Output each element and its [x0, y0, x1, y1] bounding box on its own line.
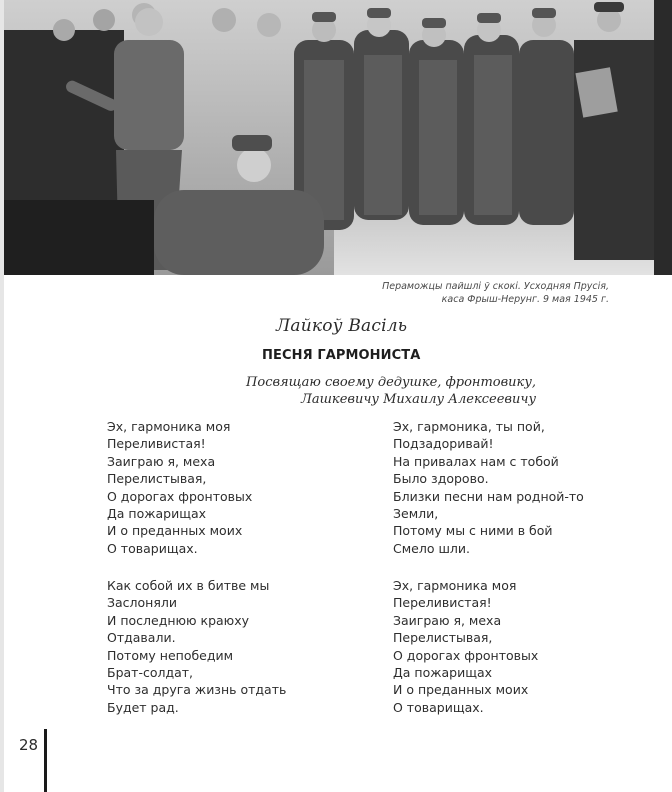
verse-line: Близки песни нам родной-то — [393, 488, 584, 504]
verse-line: Было здорово. — [393, 471, 489, 487]
verse-line: Подзадоривай! — [393, 436, 494, 452]
verse-line: Как собой их в битве мы — [107, 578, 270, 593]
photo-caption — [289, 281, 609, 306]
stanza-3 — [107, 577, 286, 716]
verse-line: Потому непобедим — [107, 647, 234, 663]
stanza-1 — [107, 418, 252, 557]
verse-line: Переливистая! — [107, 436, 206, 452]
page-number: 28 — [19, 736, 39, 754]
verse-line: Эх, гармоника, ты пой, — [393, 419, 545, 434]
verse-line: И о преданных моих — [393, 682, 529, 698]
song-title: ПЕСНЯ ГАРМОНИСТА — [262, 348, 421, 363]
photo-illustration — [4, 0, 672, 275]
verse-line: И последнюю краюху — [107, 612, 249, 628]
verse-line: Отдавали. — [107, 630, 176, 646]
caption-line: каса Фрыш-Нерунг. 9 мая 1945 г. — [441, 293, 609, 305]
verse-line: На привалах нам с тобой — [393, 453, 559, 469]
verse-line: Земли, — [393, 506, 439, 522]
verse-line: Что за друга жизнь отдать — [107, 682, 287, 698]
dedication — [206, 374, 536, 408]
dedication-line: Посвящаю своему дедушке, фронтовику, — [246, 375, 536, 390]
verse-line: Потому мы с ними в бой — [393, 523, 553, 539]
verse-line: О дорогах фронтовых — [393, 647, 539, 663]
verse-line: Эх, гармоника моя — [107, 419, 231, 434]
verse-line: Переливистая! — [393, 595, 492, 611]
verse-line: Заиграю я, меха — [393, 612, 502, 628]
verse-line: Да пожарищах — [393, 665, 493, 681]
verse-line: О дорогах фронтовых — [107, 488, 253, 504]
verse-line: О товарищах. — [107, 540, 198, 556]
verse-line: Заслоняли — [107, 595, 177, 611]
page-number-rule — [44, 729, 47, 792]
verse-line: О товарищах. — [393, 699, 484, 715]
verse-line: И о преданных моих — [107, 523, 243, 539]
verse-line: Заиграю я, меха — [107, 453, 216, 469]
stanza-4 — [393, 577, 538, 716]
verse-line: Эх, гармоника моя — [393, 578, 517, 593]
historical-photo — [4, 0, 672, 275]
verse-line: Перелистывая, — [107, 471, 207, 487]
verse-line: Брат-солдат, — [107, 665, 194, 681]
stanza-2 — [393, 418, 584, 557]
author-name: Лайкоў Васіль — [276, 316, 408, 336]
verse-line: Смело шли. — [393, 540, 470, 556]
verse-line: Будет рад. — [107, 699, 179, 715]
verse-line: Перелистывая, — [393, 630, 493, 646]
caption-line: Пераможцы пайшлі ў скокі. Усходняя Прусія, — [382, 281, 609, 292]
verse-line: Да пожарищах — [107, 506, 207, 522]
dedication-line: Лашкевичу Михаилу Алексеевичу — [301, 392, 536, 407]
